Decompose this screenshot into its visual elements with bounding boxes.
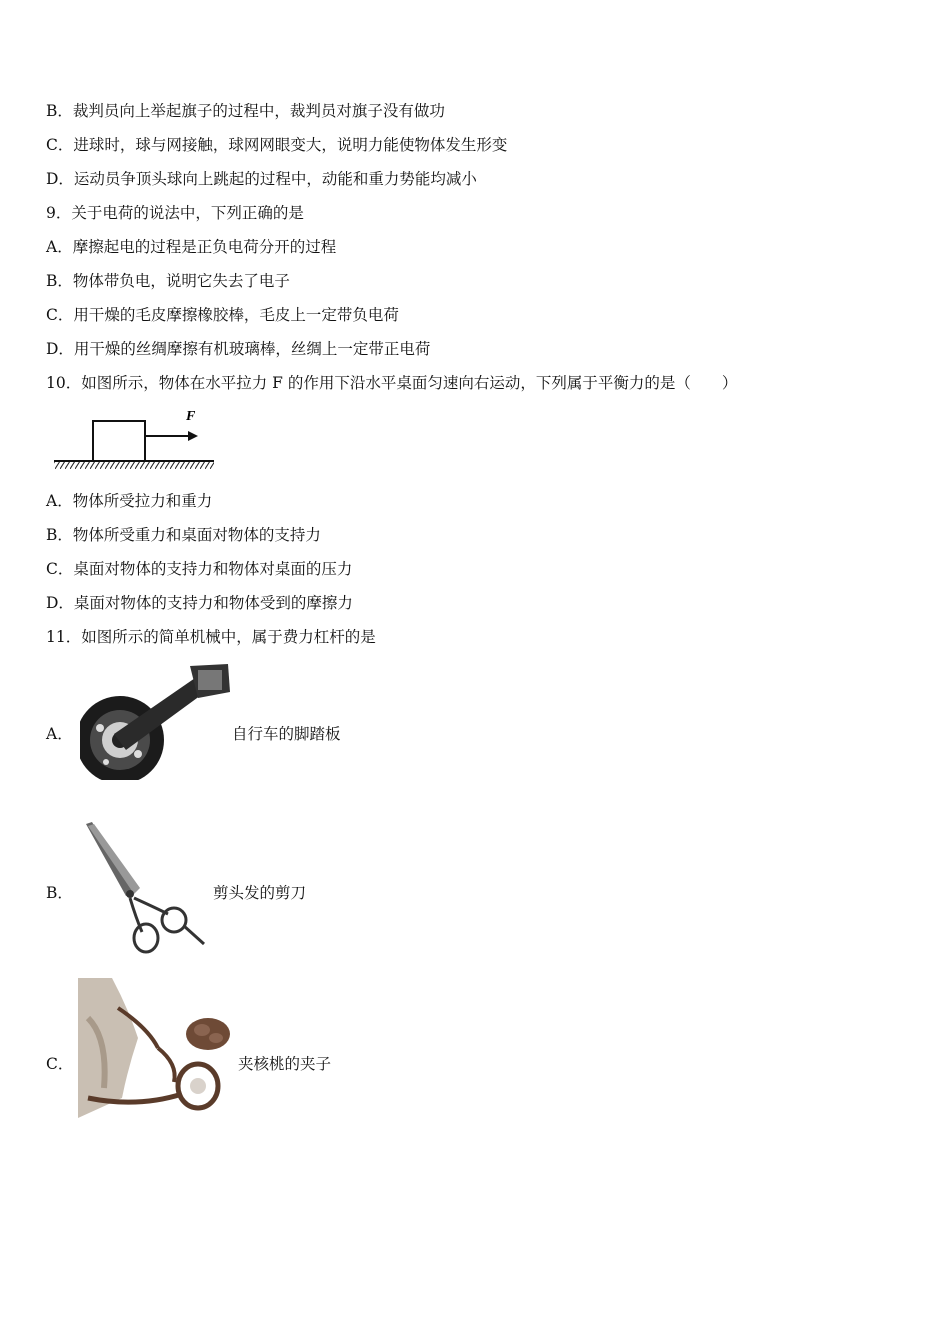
scissors-image <box>84 822 208 958</box>
q9-option-d: D．用干燥的丝绸摩擦有机玻璃棒，丝绸上一定带正电荷 <box>46 340 431 358</box>
q10-option-a: A．物体所受拉力和重力 <box>46 492 213 510</box>
q9-option-a: A．摩擦起电的过程是正负电荷分开的过程 <box>46 238 337 256</box>
block <box>93 421 145 461</box>
table-hatching <box>54 462 214 469</box>
q10-option-b: B．物体所受重力和桌面对物体的支持力 <box>46 526 321 544</box>
q11-option-c-caption: 夹核桃的夹子 <box>238 1055 332 1073</box>
q11-option-b-caption: 剪头发的剪刀 <box>213 884 307 902</box>
force-label: F <box>186 409 196 424</box>
q9-stem: 9．关于电荷的说法中，下列正确的是 <box>46 204 304 222</box>
q11-option-c-letter: C． <box>46 1055 74 1073</box>
q10-option-d: D．桌面对物体的支持力和物体受到的摩擦力 <box>46 594 353 612</box>
q9-option-c: C．用干燥的毛皮摩擦橡胶棒，毛皮上一定带负电荷 <box>46 306 399 324</box>
force-arrow-head <box>188 431 198 441</box>
q11-stem: 11．如图所示的简单机械中，属于费力杠杆的是 <box>46 628 376 646</box>
q10-option-c: C．桌面对物体的支持力和物体对桌面的压力 <box>46 560 353 578</box>
q8-option-b: B．裁判员向上举起旗子的过程中，裁判员对旗子没有做功 <box>46 102 445 120</box>
q10-stem: 10．如图所示，物体在水平拉力 F 的作用下沿水平桌面匀速向右运动，下列属于平衡力的是（ ） <box>46 374 738 392</box>
walnut-cracker-image <box>78 978 236 1126</box>
q11-option-a-letter: A． <box>46 725 73 743</box>
q8-option-d: D．运动员争顶头球向上跳起的过程中，动能和重力势能均减小 <box>46 170 477 188</box>
q8-option-c: C．进球时，球与网接触，球网网眼变大，说明力能使物体发生形变 <box>46 136 508 154</box>
q11-option-a-caption: 自行车的脚踏板 <box>232 725 341 743</box>
q9-option-b: B．物体带负电，说明它失去了电子 <box>46 272 290 290</box>
q10-force-diagram <box>50 405 220 475</box>
q11-option-b-letter: B． <box>46 884 73 902</box>
bicycle-pedal-image <box>80 662 232 792</box>
